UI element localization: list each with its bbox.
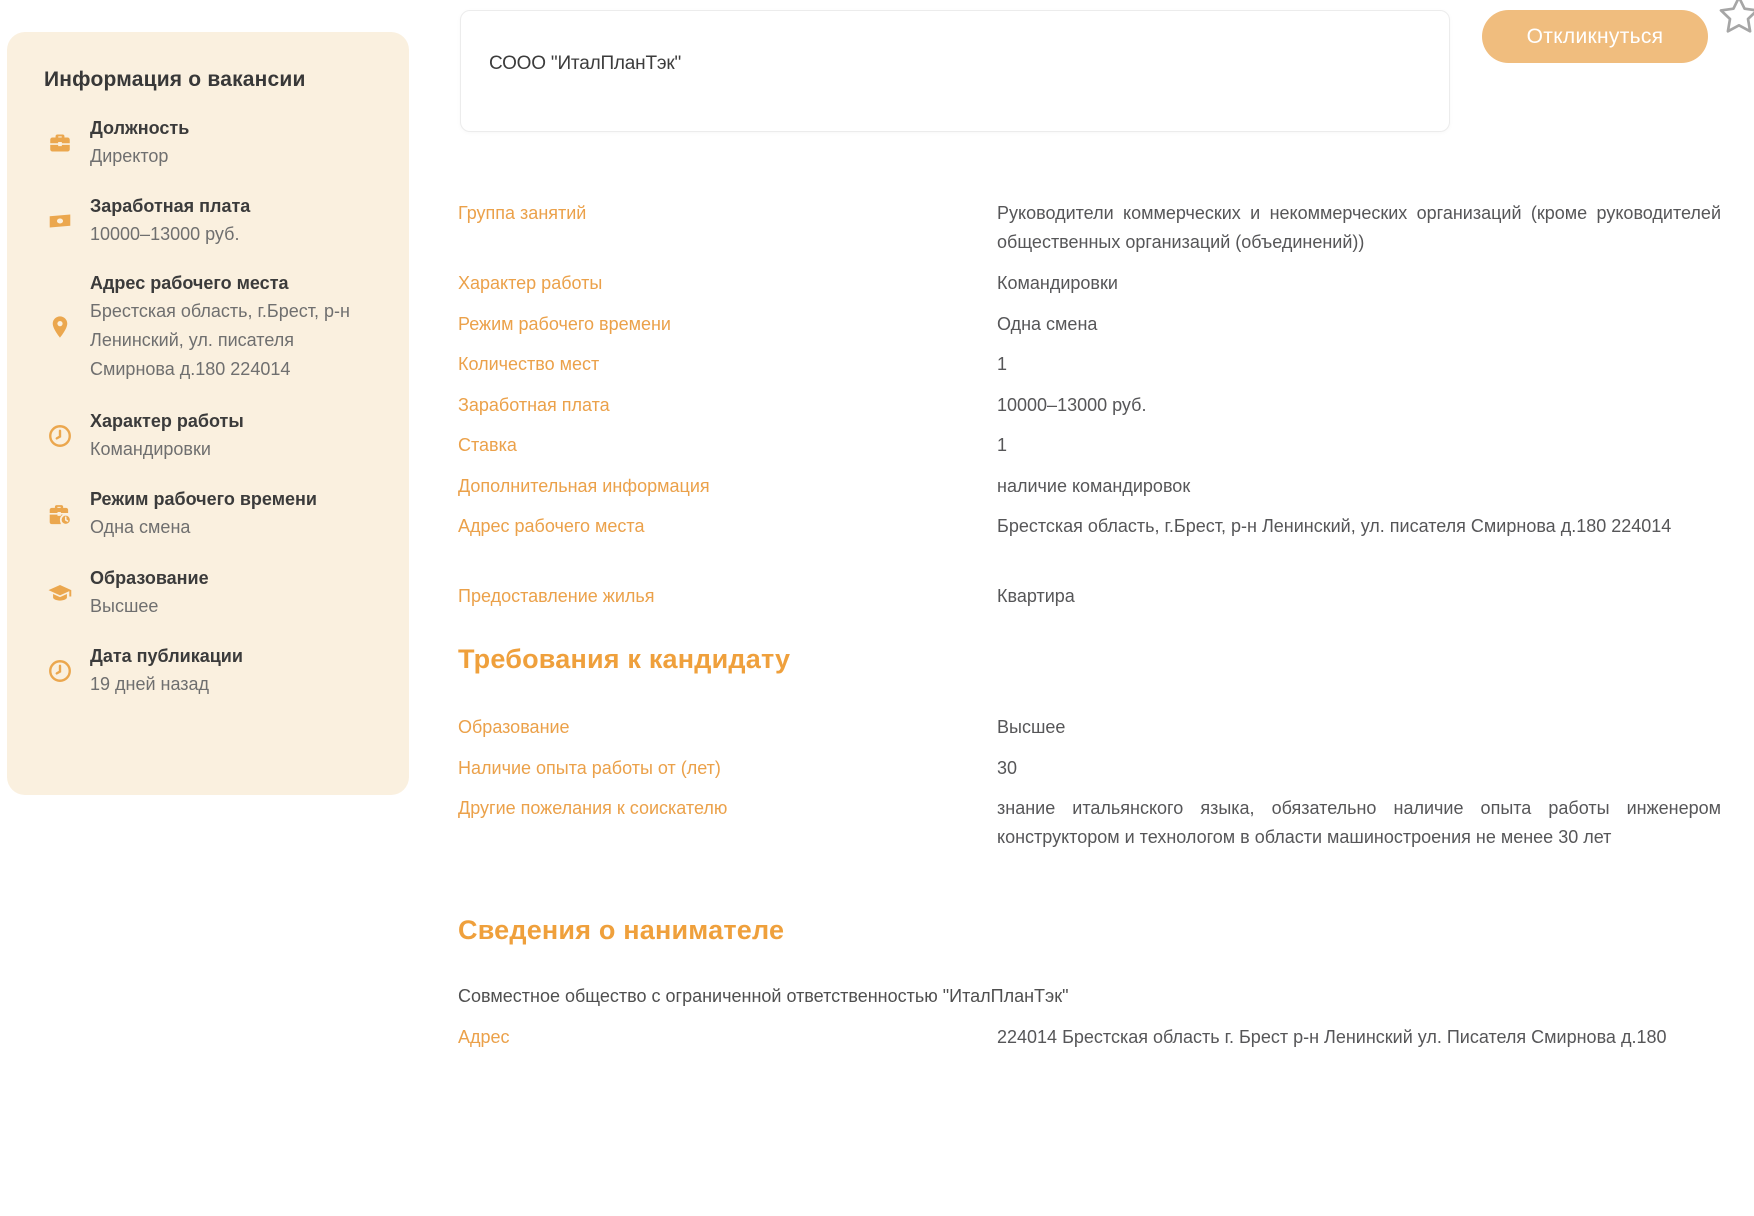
sidebar-item-label: Заработная плата xyxy=(90,196,251,216)
row-label: Характер работы xyxy=(458,273,603,293)
sidebar-item-label: Дата публикации xyxy=(90,646,243,666)
row-value: Руководители коммерческих и некоммерческих организаций (кроме руководителей общественных организаций (объединений)) xyxy=(997,203,1721,252)
employer-heading: Сведения о нанимателе xyxy=(458,915,785,945)
company-name: СООО "ИталПланТэк" xyxy=(489,53,682,74)
sidebar-item-value: Директор xyxy=(90,146,169,166)
row-value: 224014 Брестская область г. Брест р-н Ленинский ул. Писателя Смирнова д.180 xyxy=(997,1027,1667,1047)
sidebar-item-salary xyxy=(47,192,387,249)
sidebar-item-publish-date xyxy=(47,642,387,699)
vacancy-info-panel xyxy=(7,32,409,795)
row-value: Командировки xyxy=(997,273,1118,293)
row-value: наличие командировок xyxy=(997,476,1191,496)
clock-icon xyxy=(47,423,73,449)
row-value: 10000–13000 руб. xyxy=(997,395,1147,415)
sidebar-item-address xyxy=(47,269,387,384)
apply-button[interactable]: Откликнуться xyxy=(1482,10,1708,63)
row-value: Одна смена xyxy=(997,314,1098,334)
row-label: Наличие опыта работы от (лет) xyxy=(458,758,721,778)
sidebar-item-value: Командировки xyxy=(90,439,211,459)
row-label: Группа занятий xyxy=(458,203,587,223)
clock-icon xyxy=(47,658,73,684)
star-icon[interactable] xyxy=(1716,0,1754,38)
row-label: Адрес xyxy=(458,1027,510,1047)
sidebar-item-value: 10000–13000 руб. xyxy=(90,224,240,244)
work-time-icon xyxy=(47,501,73,527)
requirements-heading: Требования к кандидату xyxy=(458,644,791,674)
sidebar-item-value: Брестская область, г.Брест, р-н Ленинский, ул. писателя Смирнова д.180 224014 xyxy=(90,301,350,379)
row-label: Другие пожелания к соискателю xyxy=(458,798,728,818)
row-label: Заработная плата xyxy=(458,395,610,415)
row-label: Ставка xyxy=(458,435,517,455)
sidebar-item-position xyxy=(47,114,387,171)
sidebar-item-value: 19 дней назад xyxy=(90,674,210,694)
row-label: Адрес рабочего места xyxy=(458,516,645,536)
sidebar-item-label: Характер работы xyxy=(90,411,244,431)
row-label: Режим рабочего времени xyxy=(458,314,671,334)
sidebar-item-label: Адрес рабочего места xyxy=(90,273,289,293)
graduation-cap-icon xyxy=(47,580,73,606)
sidebar-item-label: Должность xyxy=(90,118,190,138)
banknote-icon xyxy=(47,208,73,234)
row-value: 1 xyxy=(997,435,1008,455)
row-value: знание итальянского языка, обязательно наличие опыта работы инженером конструктором и технологом в области машиностроения не менее 30 лет xyxy=(997,798,1721,847)
location-pin-icon xyxy=(47,314,73,340)
row-value: Высшее xyxy=(997,717,1066,737)
sidebar-item-work-nature xyxy=(47,407,387,464)
company-card xyxy=(460,10,1450,132)
sidebar-item-value: Высшее xyxy=(90,596,159,616)
row-label: Образование xyxy=(458,717,570,737)
sidebar-item-schedule xyxy=(47,485,387,542)
row-value: 1 xyxy=(997,354,1008,374)
briefcase-icon xyxy=(47,130,73,156)
panel-title: Информация о вакансии xyxy=(44,68,306,91)
row-label: Количество мест xyxy=(458,354,600,374)
sidebar-item-label: Режим рабочего времени xyxy=(90,489,317,509)
sidebar-item-education xyxy=(47,564,387,621)
row-value: 30 xyxy=(997,758,1018,778)
employer-name: Совместное общество с ограниченной ответственностью "ИталПланТэк" xyxy=(458,986,1069,1006)
row-label: Дополнительная информация xyxy=(458,476,710,496)
row-value: Брестская область, г.Брест, р-н Ленинский, ул. писателя Смирнова д.180 224014 xyxy=(997,516,1672,536)
row-label: Предоставление жилья xyxy=(458,586,655,606)
row-value: Квартира xyxy=(997,586,1075,606)
sidebar-item-value: Одна смена xyxy=(90,517,191,537)
sidebar-item-label: Образование xyxy=(90,568,209,588)
